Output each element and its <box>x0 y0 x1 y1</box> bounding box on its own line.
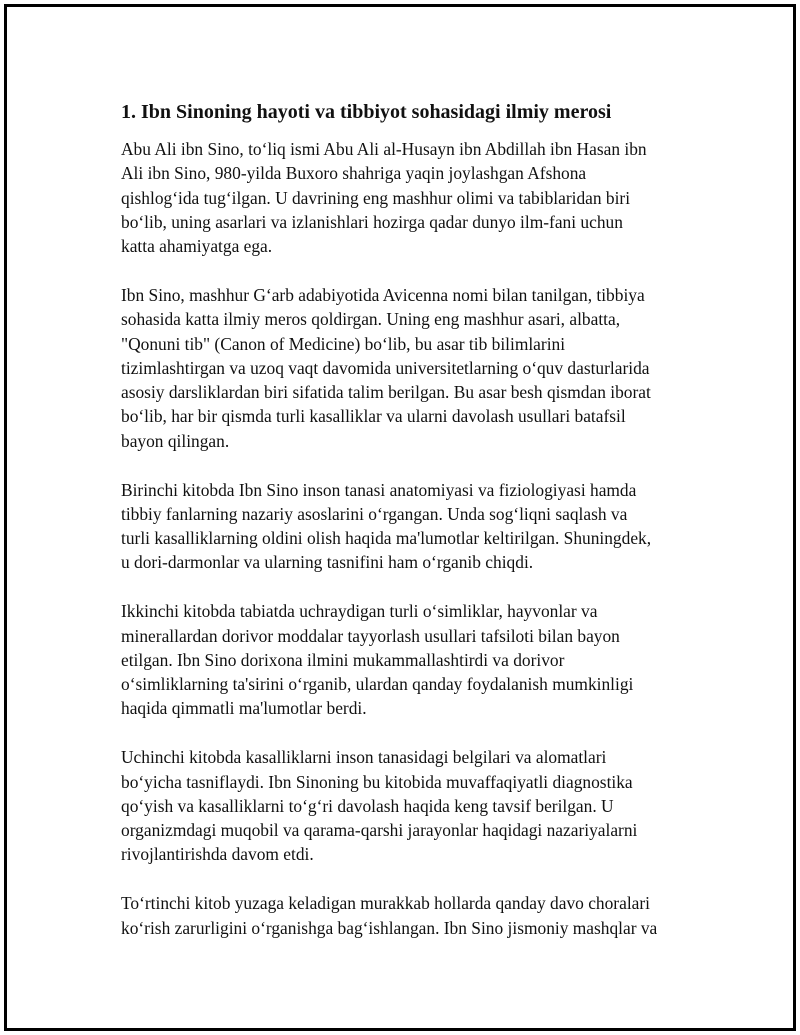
page-frame <box>4 4 796 1031</box>
paragraph-5: Uchinchi kitobda kasalliklarni inson tanasidagi belgilari va alomatlari bo‘yicha tasniflaydi. Ibn Sinoning bu kitobida muvaffaqiyatli diagnostika qo‘yish va kasalliklarni to‘g‘ri davolash haqida keng tavsif berilgan. U organizmdagi muqobil va qarama-qarshi jarayonlar haqidagi nazariyalarni rivojlantirishda davom etdi. <box>121 747 638 865</box>
section-heading: 1. Ibn Sinoning hayoti va tibbiyot sohasidagi ilmiy merosi <box>121 101 612 123</box>
document-body <box>121 99 696 964</box>
paragraph-3: Birinchi kitobda Ibn Sino inson tanasi anatomiyasi va fiziologiyasi hamda tibbiy fanlarning nazariy asoslarini o‘rgangan. Unda sog‘liqni saqlash va turli kasalliklarning oldini olish haqida ma'lumotlar keltirilgan. Shuningdek, u dori-darmonlar va ularning tasnifini ham o‘rganib chiqdi. <box>121 479 652 573</box>
paragraph-2: Ibn Sino, mashhur G‘arb adabiyotida Avicenna nomi bilan tanilgan, tibbiya sohasida katta ilmiy meros qoldirgan. Uning eng mashhur asari, albatta, "Qonuni tib" (Canon of Medicine) bo‘lib, bu asar tib bilimlarini tizimlashtirgan va uzoq vaqt davomida universitetlarning o‘quv dasturlarida asosiy darsliklardan biri sifatida talim berilgan. Bu asar besh qismdan iborat bo‘lib, har bir qismda turli kasalliklar va ularni davolash usullari batafsil bayon qilingan. <box>121 284 651 451</box>
paragraph-1: Abu Ali ibn Sino, to‘liq ismi Abu Ali al-Husayn ibn Abdillah ibn Hasan ibn Ali ibn Sino, 980-yilda Buxoro shahriga yaqin joylashgan Afshona qishlog‘ida tug‘ilgan. U davrining eng mashhur olimi va tabiblaridan biri bo‘lib, uning asarlari va izlanishlari hozirga qadar dunyo ilm-fani uchun katta ahamiyatga ega. <box>121 139 647 257</box>
paragraph-6: To‘rtinchi kitob yuzaga keladigan murakkab hollarda qanday davo choralari ko‘rish zarurligini o‘rganishga bag‘ishlangan. Ibn Sino jismoniy mashqlar va <box>121 893 658 938</box>
paragraph-4: Ikkinchi kitobda tabiatda uchraydigan turli o‘simliklar, hayvonlar va minerallardan dorivor moddalar tayyorlash usullari tafsiloti bilan bayon etilgan. Ibn Sino dorixona ilmini mukammallashtirdi va dorivor o‘simliklarning ta'sirini o‘rganib, ulardan qanday foydalanish mumkinligi haqida qimmatli ma'lumotlar berdi. <box>121 601 634 719</box>
